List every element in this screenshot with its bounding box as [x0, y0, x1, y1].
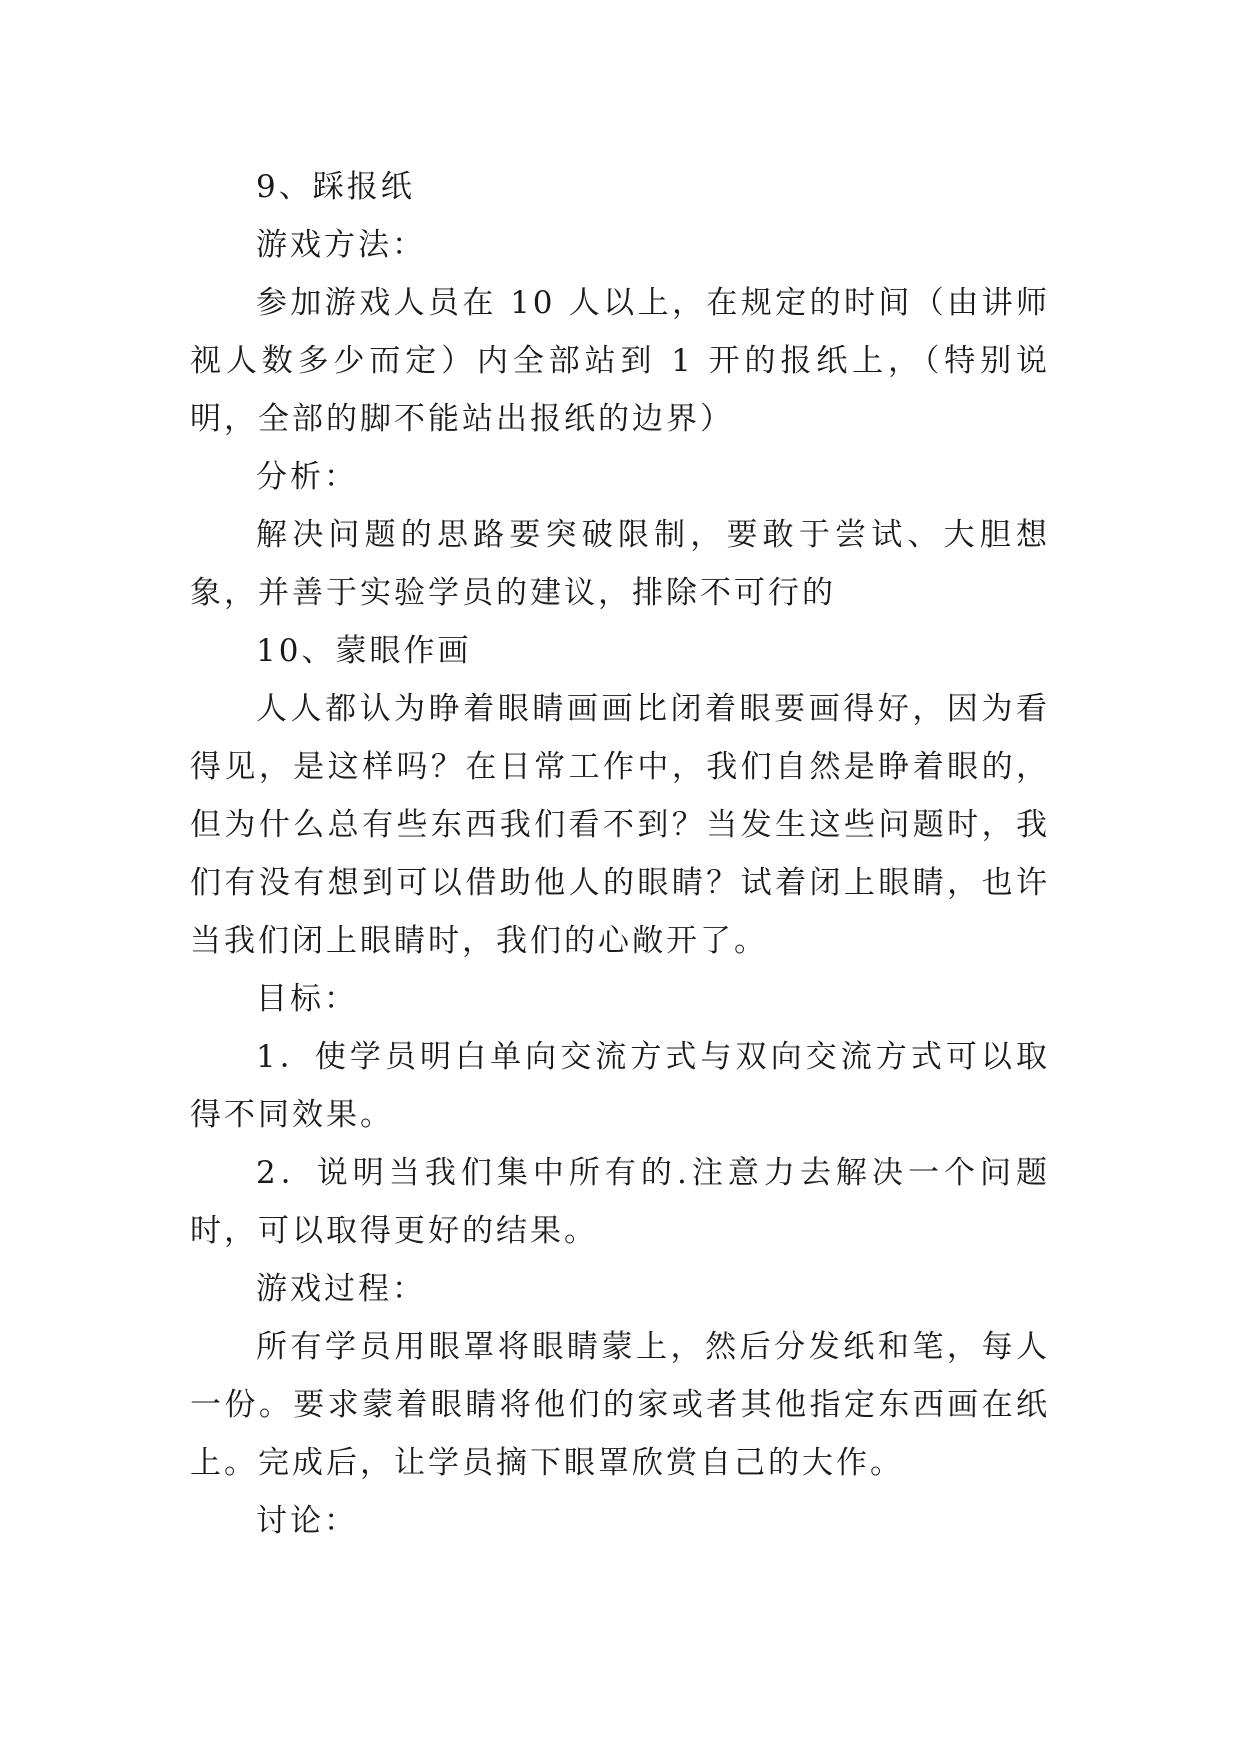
- subheading-analysis: 分析：: [256, 459, 358, 495]
- subheading-discussion: 讨论：: [256, 1503, 358, 1539]
- subheading-game-process: 游戏过程：: [256, 1271, 426, 1307]
- subheading-game-method: 游戏方法：: [256, 227, 426, 263]
- list-item-goal-1: 1．使学员明白单向交流方式与双向交流方式可以取得不同效果。: [190, 1039, 1050, 1133]
- subheading-goals: 目标：: [256, 981, 358, 1017]
- list-item-goal-2: 2．说明当我们集中所有的.注意力去解决一个问题时，可以取得更好的结果。: [190, 1155, 1050, 1249]
- section-heading-blindfold-drawing: 10、蒙眼作画: [256, 633, 472, 669]
- paragraph-game-method: 参加游戏人员在 10 人以上，在规定的时间（由讲师视人数多少而定）内全部站到 1 开的报纸上，（特别说明，全部的脚不能站出报纸的边界）: [190, 285, 1050, 437]
- paragraph-introduction: 人人都认为睁着眼睛画画比闭着眼要画得好，因为看得见，是这样吗？在日常工作中，我们自然是睁着眼的，但为什么总有些东西我们看不到？当发生这些问题时，我们有没有想到可以借助他人的眼睛？试着闭上眼睛，也许当我们闭上眼睛时，我们的心敞开了。: [190, 691, 1050, 959]
- paragraph-game-process: 所有学员用眼罩将眼睛蒙上，然后分发纸和笔，每人一份。要求蒙着眼睛将他们的家或者其他指定东西画在纸上。完成后，让学员摘下眼罩欣赏自己的大作。: [190, 1329, 1050, 1481]
- document-body: [190, 158, 1050, 1550]
- section-heading-step-on-newspaper: 9、踩报纸: [256, 169, 415, 205]
- paragraph-analysis: 解决问题的思路要突破限制，要敢于尝试、大胆想象，并善于实验学员的建议，排除不可行的: [190, 517, 1050, 611]
